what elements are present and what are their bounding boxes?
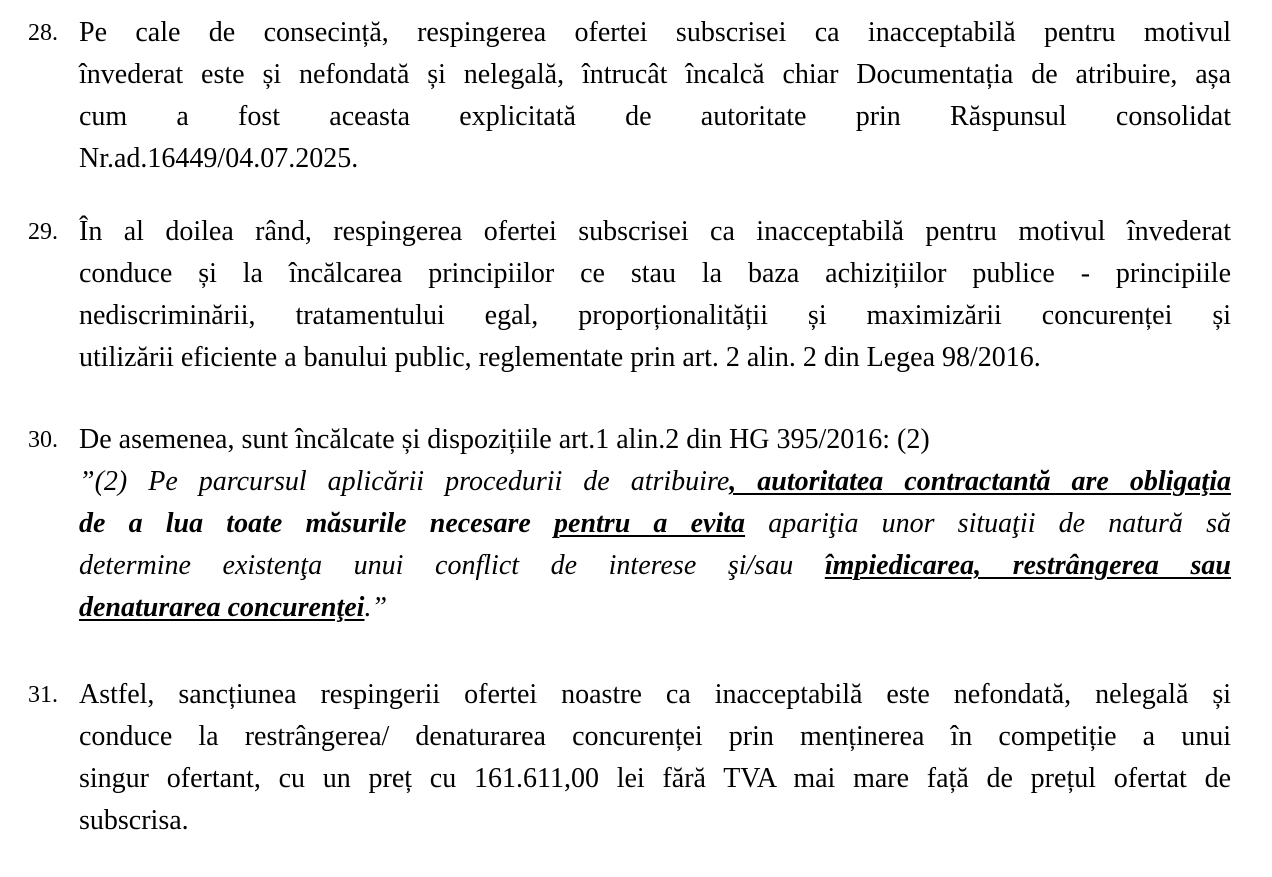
paragraph-text: [79, 674, 1231, 842]
text-line: nediscriminării, tratamentului egal, proporționalității și maximizării concurenței și: [79, 300, 1231, 331]
text-line: conduce la restrângerea/ denaturarea concurenței prin menținerea în competiție a unui: [79, 721, 1231, 752]
quote-text: apariţia unor situaţii de natură să: [768, 508, 1231, 539]
text-line: singur ofertant, cu un preț cu 161.611,00 lei fără TVA mai mare față de prețul ofertat de: [79, 763, 1231, 794]
text-line: conduce și la încălcarea principiilor ce stau la baza achizițiilor publice - principiile: [79, 258, 1231, 289]
quote-text: ”(2) Pe parcursul aplicării procedurii de atribuire: [79, 466, 730, 497]
text-line: învederat este și nefondată și nelegală, întrucât încalcă chiar Documentația de atribuire, așa: [79, 59, 1231, 90]
paragraph-number: 29.: [28, 219, 58, 245]
paragraph-28: [28, 12, 1231, 180]
quote-emphasis: denaturarea concurenţei: [79, 592, 365, 623]
text-line: cum a fost aceasta explicitată de autoritate prin Răspunsul consolidat: [79, 101, 1231, 132]
quote-line: [79, 545, 1231, 587]
paragraph-text: [79, 12, 1231, 180]
paragraph-30: [28, 419, 1231, 629]
text-line: Pe cale de consecință, respingerea ofertei subscrisei ca inacceptabilă pentru motivul: [79, 17, 1231, 48]
quote-line: [79, 461, 1231, 503]
text-line: Nr.ad.16449/04.07.2025.: [79, 143, 359, 174]
text-line: Astfel, sancțiunea respingerii ofertei noastre ca inacceptabilă este nefondată, nelegală și: [79, 679, 1231, 710]
text-line: De asemenea, sunt încălcate și dispozițiile art.1 alin.2 din HG 395/2016: (2): [79, 424, 930, 455]
quote-line: [79, 587, 1231, 629]
quote-emphasis: de a lua toate măsurile necesare: [79, 508, 531, 539]
quote-line: [79, 503, 1231, 545]
paragraph-number: 31.: [28, 682, 58, 708]
paragraph-text: [79, 211, 1231, 379]
quote-emphasis: împiedicarea, restrângerea sau: [824, 550, 1231, 581]
paragraph-number: 28.: [28, 20, 58, 46]
text-line: utilizării eficiente a banului public, reglementate prin art. 2 alin. 2 din Legea 98/2016.: [79, 342, 1041, 373]
quote-emphasis: pentru a evita: [554, 508, 746, 539]
quote-text: determine existenţa unui conflict de interese şi/sau: [79, 550, 794, 581]
paragraph-number: 30.: [28, 427, 58, 453]
text-line: subscrisa.: [79, 805, 189, 836]
text-line: În al doilea rând, respingerea ofertei subscrisei ca inacceptabilă pentru motivul învederat: [79, 216, 1231, 247]
paragraph-text: [79, 419, 1231, 629]
paragraph-29: [28, 211, 1231, 379]
paragraph-31: [28, 674, 1231, 842]
quote-emphasis: , autoritatea contractantă are obligaţia: [729, 466, 1231, 497]
quote-text: .”: [364, 592, 388, 623]
